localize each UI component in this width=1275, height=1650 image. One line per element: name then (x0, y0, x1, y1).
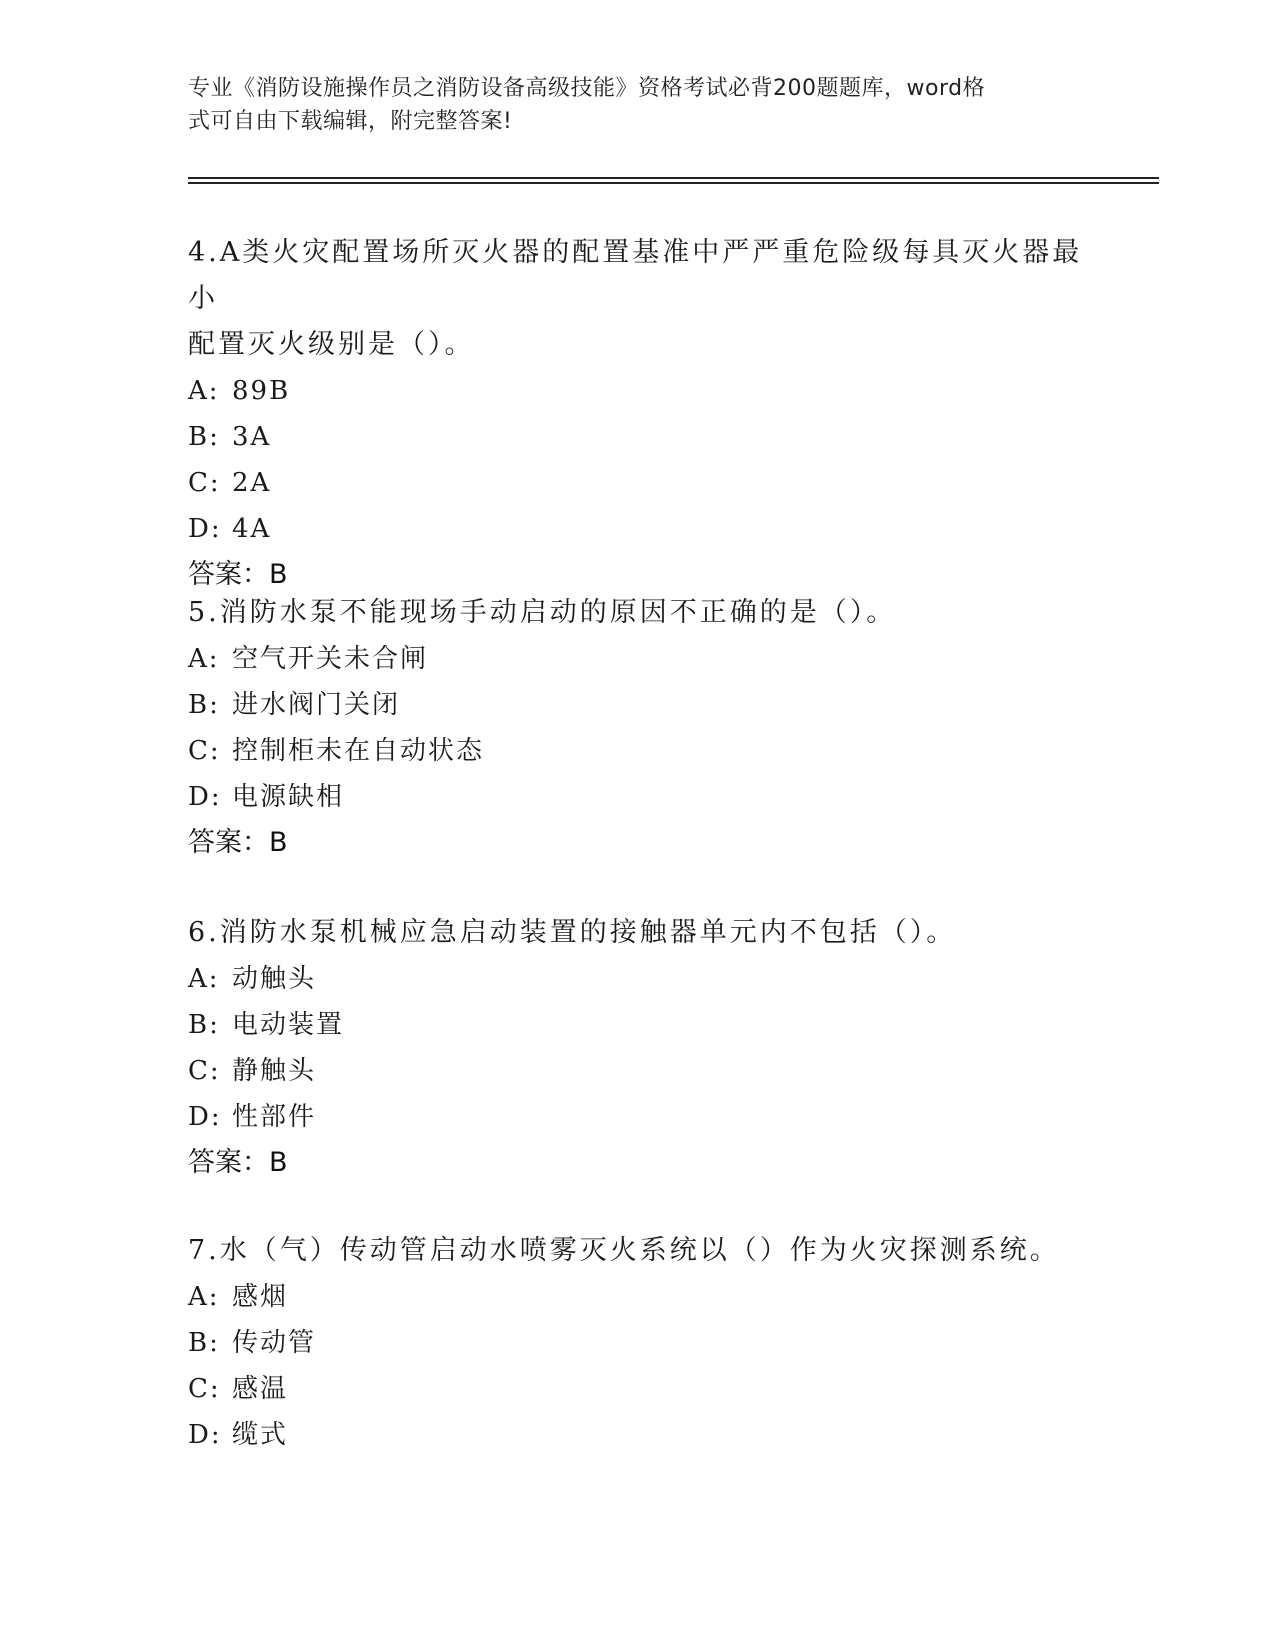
answer: 答案：B (188, 827, 288, 858)
question-4 (188, 230, 1088, 598)
answer: 答案：B (188, 559, 288, 590)
option-d: D: 缆式 (188, 1420, 289, 1450)
question-stem: 6.消防水泵机械应急启动装置的接触器单元内不包括（）。 (188, 917, 957, 948)
option-b: B: 传动管 (188, 1328, 317, 1358)
option-c: C: 感温 (188, 1374, 289, 1404)
document-header (188, 72, 1068, 138)
option-c: C: 静触头 (188, 1056, 317, 1086)
option-c: C: 2A (188, 468, 272, 498)
option-a: A: 空气开关未合闸 (188, 644, 429, 674)
option-a: A: 感烟 (188, 1282, 289, 1312)
question-7 (188, 1228, 1088, 1458)
question-stem: 7.水（气）传动管启动水喷雾灭火系统以（）作为火灾探测系统。 (188, 1235, 1060, 1266)
header-line-1: 专业《消防设施操作员之消防设备高级技能》资格考试必背200题题库，word格 (188, 76, 986, 101)
question-6 (188, 910, 1088, 1186)
option-a: A: 89B (188, 376, 291, 406)
option-b: B: 电动装置 (188, 1010, 345, 1040)
header-divider-top (188, 177, 1159, 179)
answer: 答案：B (188, 1147, 288, 1178)
header-line-2: 式可自由下载编辑，附完整答案! (188, 109, 513, 134)
question-5 (188, 590, 1088, 866)
option-b: B: 进水阀门关闭 (188, 690, 401, 720)
option-d: D: 性部件 (188, 1102, 317, 1132)
option-a: A: 动触头 (188, 964, 317, 994)
header-divider-bottom (188, 182, 1159, 184)
question-stem: 4.A类火灾配置场所灭火器的配置基准中严严重危险级每具灭火器最小 配置灭火级别是（）。 (188, 237, 1083, 360)
option-d: D: 电源缺相 (188, 782, 345, 812)
option-b: B: 3A (188, 422, 272, 452)
option-c: C: 控制柜未在自动状态 (188, 736, 485, 766)
question-stem: 5.消防水泵不能现场手动启动的原因不正确的是（）。 (188, 597, 897, 628)
option-d: D: 4A (188, 514, 272, 544)
